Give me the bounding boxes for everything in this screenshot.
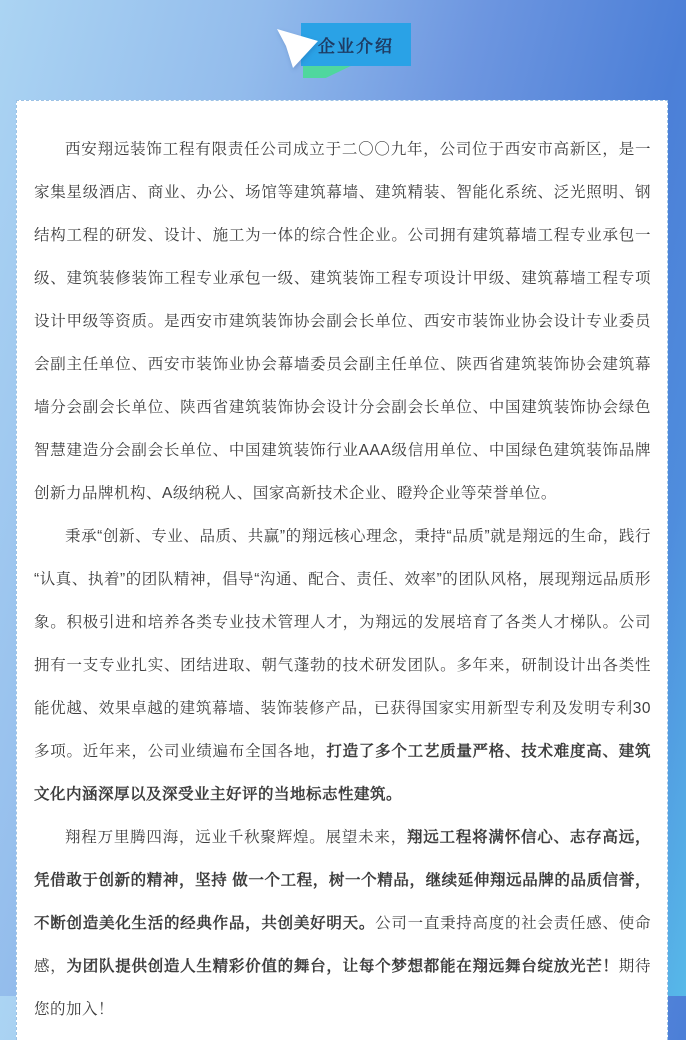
paragraph <box>34 515 651 816</box>
page-title: 企业介绍 <box>318 37 394 56</box>
text-segment: 期待您的加入！ <box>34 958 651 1018</box>
text-segment: 西安翔远装饰工程有限责任公司成立于二〇〇九年，公司位于西安市高新区，是一家集星级酒店、商业、办公、场馆等建筑幕墙、建筑精装、智能化系统、泛光照明、钢结构工程的研发、设计、施工为一体的综合性企业。公司拥有建筑幕墙工程专业承包一级、建筑装修装饰工程专业承包一级、建筑装饰工程专项设计甲级、建筑幕墙工程专项设计甲级等资质。是西安市建筑装饰协会副会长单位、西安市装饰业协会设计专业委员会副主任单位、西安市装饰业协会幕墙委员会副主任单位、陕西省建筑装饰协会建筑幕墙分会副会长单位、陕西省建筑装饰协会设计分会副会长单位、中国建筑装饰协会绿色智慧建造分会副会长单位、中国建筑装饰行业AAA级信用单位、中国绿色建筑装饰品牌创新力品牌机构、A级纳税人、国家高新技术企业、瞪羚企业等荣誉单位。 <box>34 141 651 502</box>
paragraph <box>34 816 651 1031</box>
text-segment-bold: 翔远工程将满怀信心、志存高远，凭借敢于创新的精神，坚持 做一个工程，树一个精品，继续延伸翔远品牌的品质信誉，不断创造美化生活的经典作品，共创美好明天。 <box>34 829 651 932</box>
paper-plane-icon <box>271 25 321 71</box>
company-introduction-text <box>34 128 651 1031</box>
section-header <box>0 0 686 100</box>
text-segment-bold: 打造了多个工艺质量严格、技术难度高、建筑文化内涵深厚以及深受业主好评的当地标志性建筑。 <box>34 743 651 803</box>
text-segment: 公司一直秉持高度的社会责任感、使命感， <box>34 915 651 975</box>
text-segment: 秉承“创新、专业、品质、共赢”的翔远核心理念，秉持“品质”就是翔远的生命，践行“认真、执着”的团队精神，倡导“沟通、配合、责任、效率”的团队风格，展现翔远品质形象。积极引进和培养各类专业技术管理人才，为翔远的发展培育了各类人才梯队。公司拥有一支专业扎实、团结进取、朝气蓬勃的技术研发团队。多年来，研制设计出各类性能优越、效果卓越的建筑幕墙、装饰装修产品，已获得国家实用新型专利及发明专利30多项。近年来，公司业绩遍布全国各地， <box>34 528 651 760</box>
text-segment-bold: 为团队提供创造人生精彩价值的舞台，让每个梦想都能在翔远舞台绽放光芒！ <box>66 958 619 975</box>
content-card <box>16 100 668 1040</box>
text-segment: 翔程万里腾四海，远业千秋聚辉煌。展望未来， <box>65 829 407 846</box>
paragraph <box>34 128 651 515</box>
